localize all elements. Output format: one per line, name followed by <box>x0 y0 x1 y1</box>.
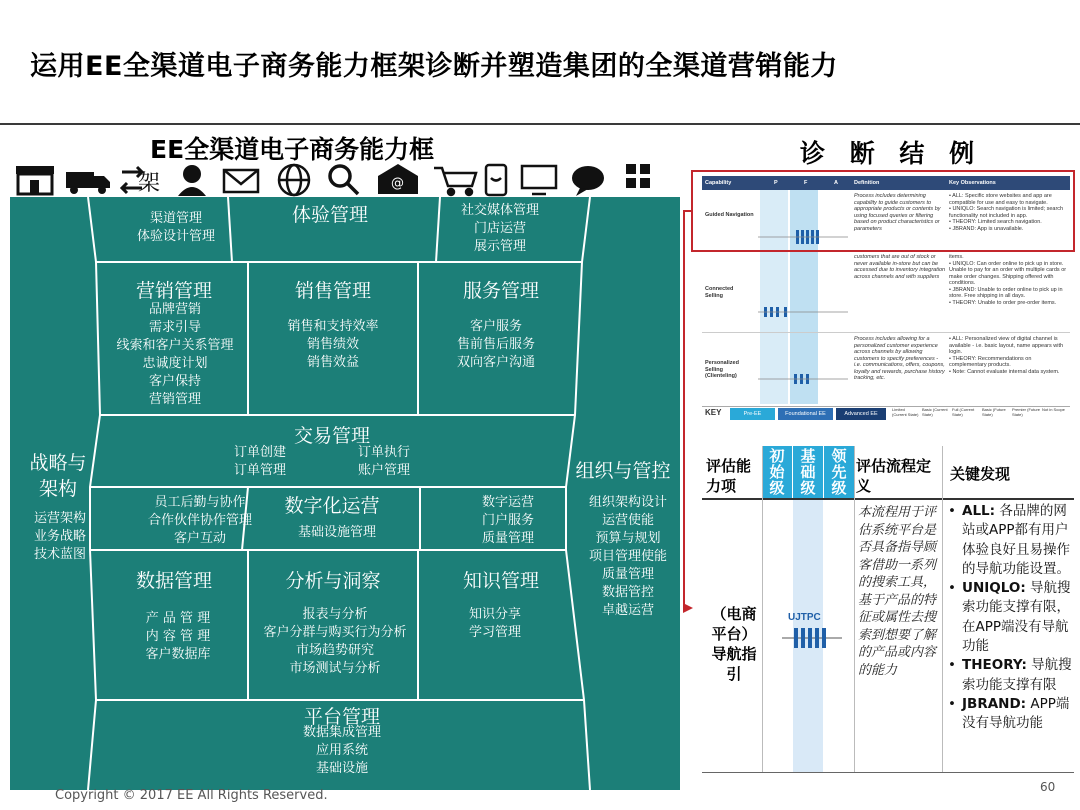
key-foundational-ee: Foundational EE <box>778 408 833 420</box>
result-header-findings: 关键发现 <box>950 465 1011 483</box>
result-header-definition: 评估流程定义 <box>856 457 932 495</box>
strategy-architecture-items: 运营架构 业务战略 技术蓝图 <box>33 511 86 562</box>
row2-definition: customers that are out of stock or never available in-store but can be accessed due to inventory integration across channels and with suppliers <box>854 254 946 280</box>
finding-brand: JBRAND: <box>962 695 1027 712</box>
analytics-insight-items: 报表与分析 客户分群与购买行为分析 市场趋势研究 市场测试与分析 <box>263 607 407 676</box>
key-pre-ee: Pre-EE <box>730 408 775 420</box>
header-p: P <box>774 180 778 186</box>
digital-operations-left-items: 员工后勤与协作 合作伙伴协作管理 客户互动 <box>147 495 252 546</box>
key-rating-2: Basic (Current State) <box>922 407 948 417</box>
experience-management-title: 体验管理 <box>291 204 368 226</box>
transaction-management-right-items: 订单执行 账户管理 <box>357 445 410 478</box>
result-header-initial: 初始级 <box>769 447 785 497</box>
finding-brand: UNIQLO: <box>962 580 1026 597</box>
result-col-line <box>762 446 763 772</box>
brand-rating-markers <box>782 626 842 650</box>
organization-control-items: 组织架构设计 运营使能 预算与规划 项目管理使能 质量管理 数据管控 卓越运营 <box>588 495 667 618</box>
data-management-title: 数据管理 <box>135 570 212 592</box>
key-rating-4: Basic (Future State) <box>982 407 1006 417</box>
row3-capability: Personalized Selling (Clienteling) <box>705 360 739 379</box>
data-management-items: 产 品 管 理 内 容 管 理 客户数据库 <box>145 611 211 662</box>
row1-observations: • ALL: Specific store websites and app are compatible for use and easy to navigate. • UNIQLO: Search navigation is limited; search functionality not included in app. • THEORY: Limited search navigation. • JBRAND: App is unavailable. <box>949 193 1064 232</box>
framework-title: EE全渠道电子商务能力框 <box>150 135 435 164</box>
experience-management-right-items: 社交媒体管理 门店运营 展示管理 <box>460 203 539 254</box>
bullet: • <box>948 695 956 712</box>
finding-theory <box>948 656 1072 695</box>
result-findings-list <box>948 502 1072 734</box>
service-management-items: 客户服务 售前售后服务 双向客户沟通 <box>456 319 535 370</box>
experience-management-left-items: 渠道管理 体验设计管理 <box>136 211 215 244</box>
highlight-connector-line <box>683 210 685 610</box>
key-rating-5: Premier (Future State) <box>1012 407 1041 417</box>
row1-definition: Process includes determining capability to guide customers to appropriate products or contents by using focused queries or filtering based on product characteristics or parameters <box>854 193 941 232</box>
organization-control-title: 组织与管控 <box>575 460 671 482</box>
header-capability: Capability <box>705 180 732 186</box>
marketing-management-title: 营销管理 <box>135 280 212 302</box>
strategy-architecture-title: 战略与 架构 <box>29 452 87 500</box>
page-title: 运用EE全渠道电子商务能力框架诊断并塑造集团的全渠道营销能力 <box>30 51 838 82</box>
key-label: KEY <box>705 408 722 417</box>
icon-overlay-text: 架 <box>138 171 161 196</box>
diagnosis-result-table <box>702 446 1074 776</box>
finding-brand: ALL: <box>962 503 996 519</box>
page-number: 60 <box>1040 780 1056 794</box>
row3-definition: Process includes allowing for a personalized customer experience across channels by allowing customers to specify preferences - i.e. communications, offers, coupons, loyalty and rewards, purchase history tracking, etc. <box>854 336 945 381</box>
highlight-connector-top <box>683 210 693 212</box>
result-bottom-divider <box>702 772 1074 773</box>
platform-management-items: 数据集成管理 应用系统 基础设施 <box>302 725 381 776</box>
marketing-management-items: 品牌营销 需求引导 线索和客户关系管理 忠诚度计划 客户保持 营销管理 <box>116 302 234 407</box>
header-a: A <box>834 180 838 186</box>
result-header-basic: 基础级 <box>800 447 816 497</box>
finding-brand: THEORY: <box>962 657 1027 674</box>
diagnosis-title: 诊 断 结 例 <box>800 139 983 168</box>
header-observations: Key Observations <box>949 180 996 186</box>
key-rating-1: Limited (Current State) <box>892 407 919 417</box>
finding-uniqlo <box>948 579 1072 656</box>
knowledge-management-items: 知识分享 学习管理 <box>468 607 521 640</box>
sales-management-items: 销售和支持效率 销售绩效 销售效益 <box>287 319 379 370</box>
header-definition: Definition <box>854 180 880 186</box>
transaction-management-title: 交易管理 <box>293 425 370 447</box>
analytics-insight-title: 分析与洞察 <box>285 570 381 592</box>
row2-capability: Connected Selling <box>705 286 734 299</box>
finding-text: APP端没有导航功能 <box>962 695 1070 732</box>
transaction-management-left-items: 订单创建 订单管理 <box>233 445 286 478</box>
digital-operations-center-items: 基础设施管理 <box>297 525 376 540</box>
bullet: • <box>948 503 956 519</box>
key-advanced-ee: Advanced EE <box>836 408 886 420</box>
result-col-line <box>854 446 855 772</box>
finding-text: 导航搜索功能支撑有限 <box>962 657 1072 693</box>
svg-text:@: @ <box>391 176 404 191</box>
result-header-capability: 评估能力项 <box>706 457 752 495</box>
digital-operations-title: 数字化运营 <box>284 495 380 517</box>
sales-management-title: 销售管理 <box>294 280 371 302</box>
platform-management-title: 平台管理 <box>303 706 380 728</box>
row3-observations: • ALL: Personalized view of digital channel is available - i.e. basic layout, name appears with login. • THEORY: Recommendations on complementary products. • Note: Cannot evaluate internal data system. <box>949 336 1064 375</box>
highlight-box <box>691 170 1075 252</box>
key-rating-3: Full (Current State) <box>952 407 975 417</box>
copyright-notice: Copyright © 2017 EE All Rights Reserved. <box>55 788 328 803</box>
finding-text: 导航搜索功能支撑有限，在APP端没有导航功能 <box>962 580 1071 655</box>
knowledge-management-title: 知识管理 <box>462 570 539 592</box>
result-header-leading: 领先级 <box>831 447 847 497</box>
highlight-connector-arrow <box>683 603 693 613</box>
row1-capability: Guided Navigation <box>705 212 754 218</box>
result-header-divider <box>702 498 1074 500</box>
finding-text: 各品牌的网站或APP都有用户体验良好且易操作的导航功能设置。 <box>962 503 1070 577</box>
row2-observations: items. • UNIQLO: Can order online to pick up in store. Unable to pay for an order with multiple cards or make order changes. Shipping offered with conditions. • JBRAND: Unable to order online to pick up in store. Free shipping in all days. • THEORY: Unable to order pre-order items. <box>949 254 1067 306</box>
result-definition: 本流程用于评估系统平台是否具备指导顾客借助一系列的搜索工具，基于产品的特征或属性去搜索到想要了解的产品或内容的能力 <box>858 505 937 678</box>
result-col-line <box>942 446 943 772</box>
header-f: F <box>804 180 808 186</box>
key-rating-6: Not in Scope <box>1042 407 1065 412</box>
result-capability-name: （电商平台）导航指引 <box>711 605 757 683</box>
finding-jbrand <box>948 695 1072 734</box>
service-management-title: 服务管理 <box>462 280 539 302</box>
brands-label: UJTPC <box>788 612 821 623</box>
bullet: • <box>948 580 956 597</box>
finding-all <box>948 502 1072 579</box>
digital-operations-right-items: 数字运营 门户服务 质量管理 <box>481 495 534 546</box>
bullet: • <box>948 657 956 674</box>
